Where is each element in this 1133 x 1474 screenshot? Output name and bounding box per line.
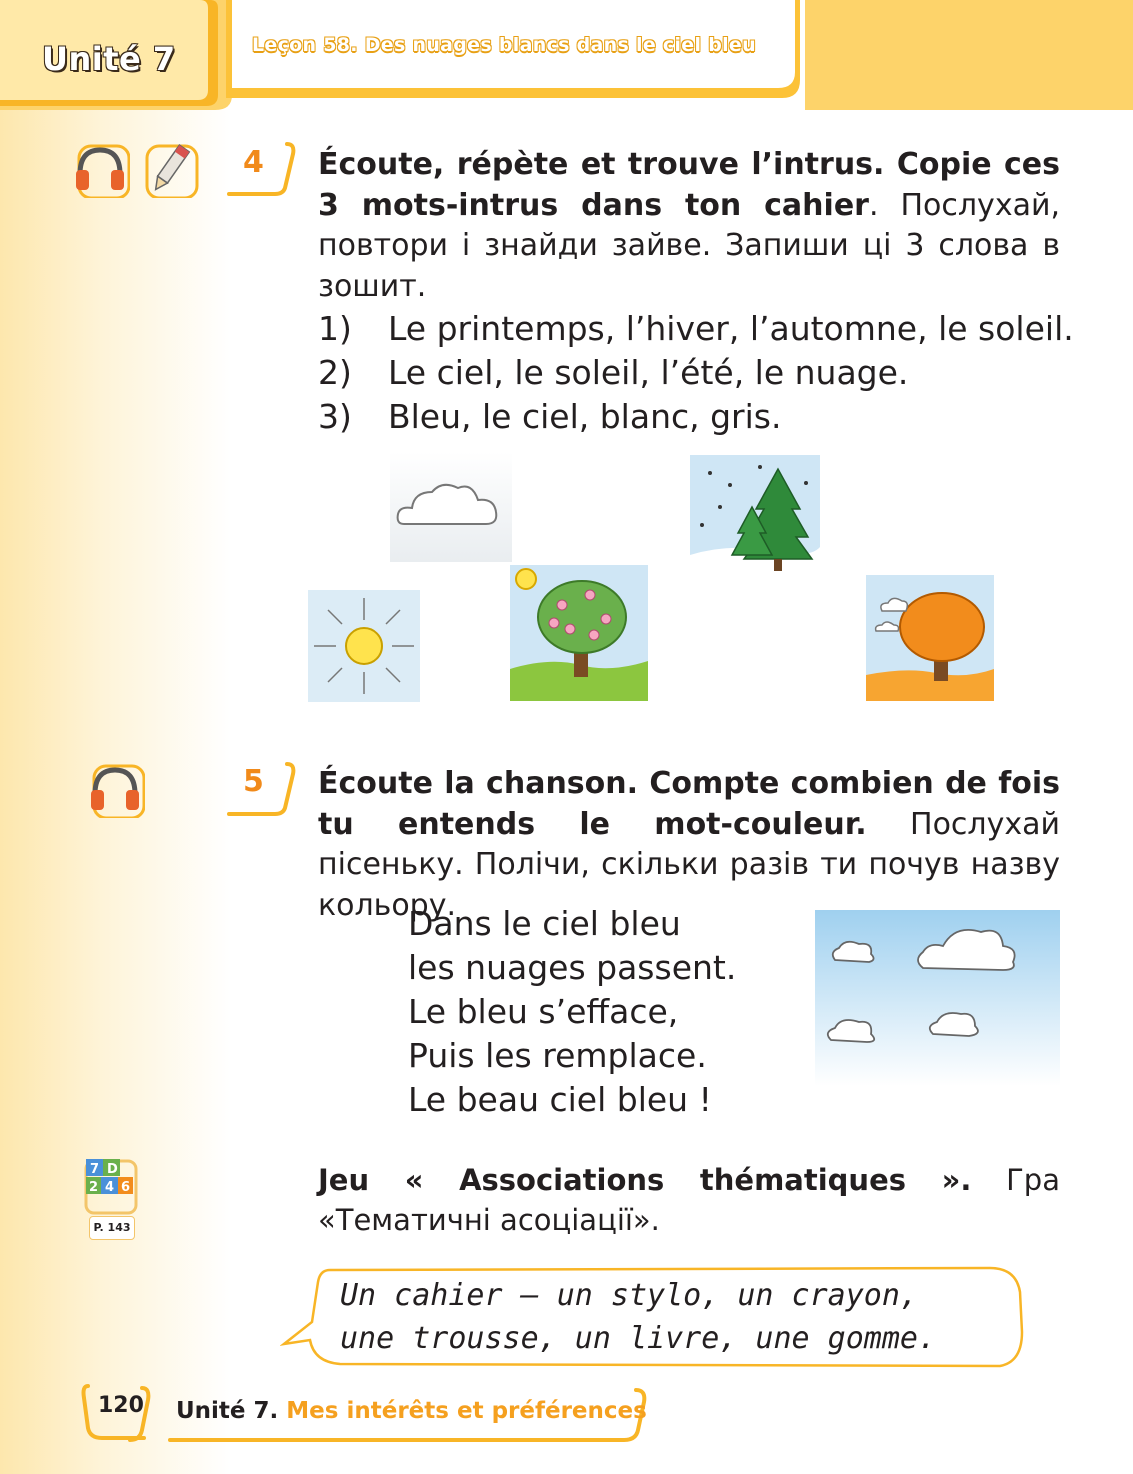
exercise-4-instruction xyxy=(318,145,1060,307)
footer-unit: Unité 7. xyxy=(176,1398,279,1424)
game-title-rest: Гра «Тематичні асоціації». xyxy=(318,1163,1060,1237)
exercise-5-number: 5 xyxy=(243,764,264,799)
exercise-4-number: 4 xyxy=(243,145,264,180)
page-reference: P. 143 xyxy=(89,1216,135,1240)
poem-line: Le bleu s’efface, xyxy=(408,992,679,1031)
cube-letter: 7 xyxy=(90,1162,100,1177)
cube-letter: 2 xyxy=(89,1180,99,1195)
exercise-5-instruction-rest: Послухай пісеньку. Полічи, скільки разів ти почув назву кольору. xyxy=(318,806,1060,923)
pencil-icon xyxy=(140,140,200,198)
speech-bubble-text xyxy=(340,1274,936,1360)
game-title-bold: Jeu « Associations thématiques ». xyxy=(318,1163,972,1197)
winter-tree-illustration xyxy=(690,455,820,582)
footer-title xyxy=(176,1398,647,1424)
sun-illustration xyxy=(308,590,420,702)
list-item: 3) Bleu, le ciel, blanc, gris. xyxy=(318,397,782,436)
page-number: 120 xyxy=(98,1393,144,1418)
list-item: 1) Le printemps, l’hiver, l’automne, le soleil. xyxy=(318,309,1074,348)
exercise-4-instruction-rest: . Послухай, повтори і знайди зайве. Запиши ці 3 слова в зошит. xyxy=(318,187,1060,304)
song-poem xyxy=(408,902,736,1122)
exercise-5-instruction-bold: Écoute la chanson. Compte combien de fois tu entends le mot-couleur. xyxy=(318,766,1060,842)
unit-badge: Unité 7 xyxy=(42,40,176,78)
cube-letter: D xyxy=(107,1162,118,1177)
poem-line: Puis les remplace. xyxy=(408,1036,707,1075)
game-title xyxy=(318,1160,1060,1240)
list-item: 2) Le ciel, le soleil, l’été, le nuage. xyxy=(318,353,909,392)
lesson-title: Leçon 58. Des nuages blancs dans le ciel bleu xyxy=(252,34,756,56)
bubble-line: Un cahier — un stylo, un crayon, xyxy=(340,1278,918,1313)
poem-line: les nuages passent. xyxy=(408,948,737,987)
cubes-icon xyxy=(82,1155,138,1215)
autumn-tree-illustration xyxy=(866,575,994,701)
sky-clouds-illustration xyxy=(815,910,1060,1086)
left-margin-strip xyxy=(0,0,230,1474)
cloud-illustration xyxy=(390,452,512,562)
footer-unit-title: Mes intérêts et préférences xyxy=(286,1398,647,1424)
bubble-line: une trousse, un livre, une gomme. xyxy=(340,1321,937,1356)
cube-letter: 4 xyxy=(105,1180,115,1195)
poem-line: Dans le ciel bleu xyxy=(408,904,681,943)
exercise-4-instruction-bold: Écoute, répète et trouve l’intrus. Copie ces 3 mots-intrus dans ton cahier xyxy=(318,147,1060,223)
headphones-icon xyxy=(70,140,130,198)
exercise-4-list xyxy=(318,307,1078,439)
spring-tree-illustration xyxy=(510,565,648,701)
poem-line: Le beau ciel bleu ! xyxy=(408,1080,712,1119)
headphones-icon xyxy=(85,760,145,818)
cube-letter: 6 xyxy=(121,1180,131,1195)
